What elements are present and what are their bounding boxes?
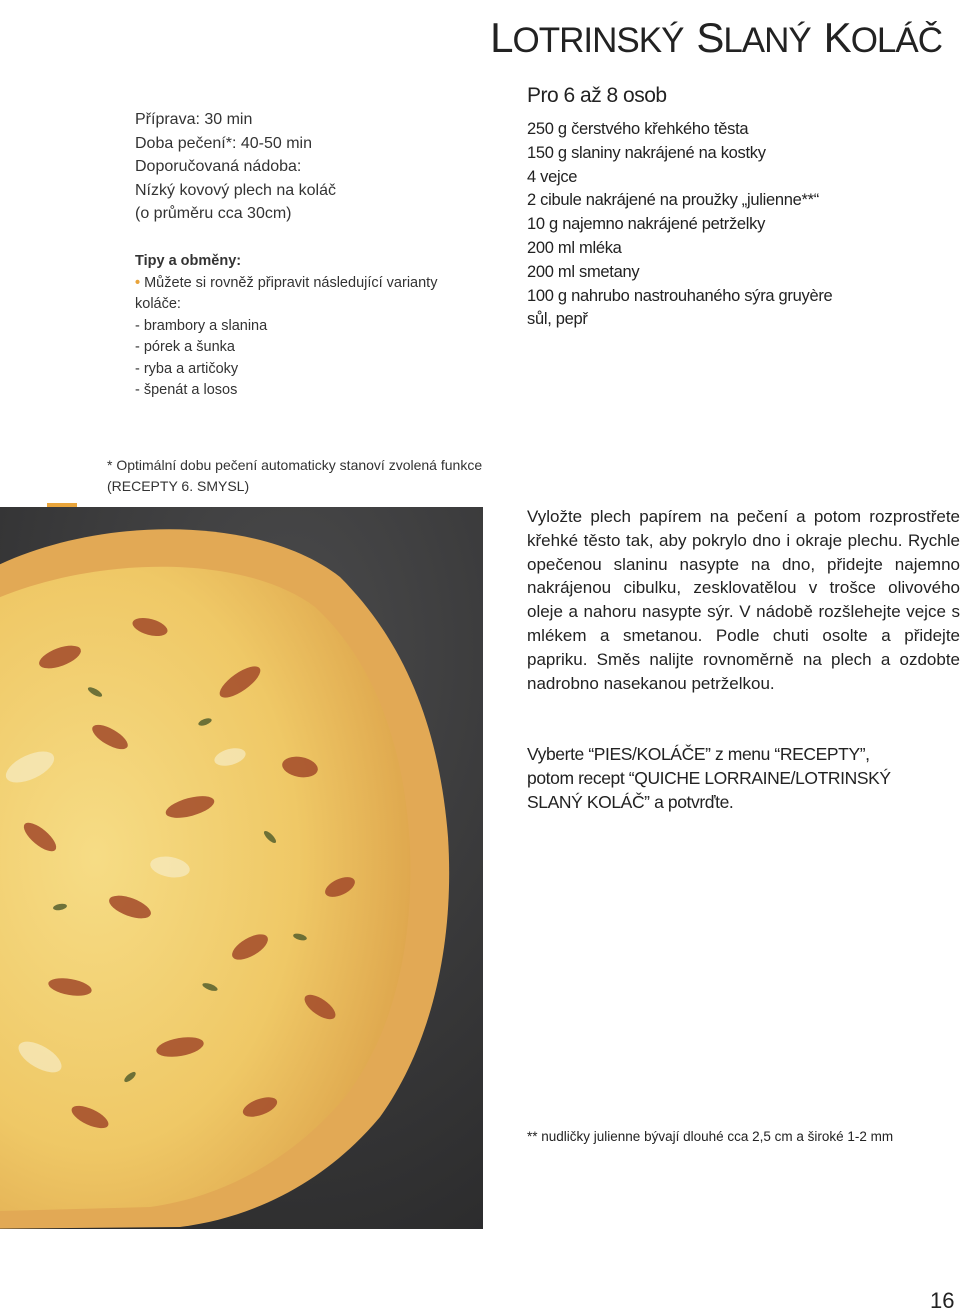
baking-time: Doba pečení*: 40-50 min xyxy=(135,134,312,152)
preparation-instructions: Vyložte plech papírem na pečení a potom rozprostřete křehké těsto tak, aby pokrylo dno i okraje plechu. Rychle opečenou slaninu nasypte na dno, přidejte najemno nakrájenou cibulku, zesklovatělou v trošce olivového oleje a nahoru nasypte sýr. V nádobě rozšlehejte vejce s mlékem a smetanou. Podle chuti osolte a přidejte papriku. Směs nalijte rovnoměrně na plech a ozdobte nadrobno nasekanou petrželkou. xyxy=(527,507,960,693)
recommended-dish: Nízký kovový plech na koláč xyxy=(135,181,336,199)
baking-time-footnote: * Optimální dobu pečení automaticky stanoví zvolená funkce (RECEPTY 6. SMYSL) xyxy=(107,457,483,494)
tips-variant: - brambory a slanina xyxy=(135,317,268,334)
ingredient-item: 10 g najemno nakrájené petrželky xyxy=(527,215,766,234)
bullet-icon: • xyxy=(135,274,141,291)
preparation-info xyxy=(135,108,475,226)
ingredient-item: 100 g nahrubo nastrouhaného sýra gruyère xyxy=(527,286,833,305)
tips-line: koláče: xyxy=(135,296,181,312)
ingredient-item: sůl, pepř xyxy=(527,310,588,329)
recipe-title xyxy=(490,0,942,65)
tips-variant: - špenát a losos xyxy=(135,382,238,398)
title-part-1: otrinský xyxy=(512,7,697,63)
ingredient-item: 150 g slaniny nakrájené na kostky xyxy=(527,143,766,162)
ingredient-item: 4 vejce xyxy=(527,167,578,186)
menu-instructions xyxy=(527,742,947,814)
ingredient-item: 200 ml smetany xyxy=(527,262,640,281)
tips-section xyxy=(135,251,475,402)
tips-variant: - pórek a šunka xyxy=(135,339,235,355)
title-part-2: laný xyxy=(723,7,824,63)
julienne-footnote: ** nudličky julienne bývají dlouhé cca 2,5 cm a široké 1-2 mm xyxy=(527,1129,894,1144)
quiche-photo xyxy=(0,507,483,1229)
ingredient-item: 250 g čerstvého křehkého těsta xyxy=(527,120,749,138)
title-cap-2: s xyxy=(696,0,724,65)
title-cap-3: k xyxy=(823,0,851,65)
tips-intro-text: Můžete si rovněž připravit následující varianty xyxy=(140,274,438,291)
tips-variant: - ryba a artičoky xyxy=(135,360,239,377)
recommended-dish-label: Doporučovaná nádoba: xyxy=(135,158,302,175)
title-cap-1: l xyxy=(490,0,513,65)
menu-instruction-line: Vyberte “PIES/KOLÁČE” z menu “RECEPTY”, xyxy=(527,744,870,764)
page-number: 16 xyxy=(930,1290,955,1308)
ingredient-item: 200 ml mléka xyxy=(527,238,622,257)
dish-diameter: (o průměru cca 30cm) xyxy=(135,205,292,222)
tips-intro xyxy=(135,273,475,295)
title-part-3: oláč xyxy=(850,7,942,63)
quiche-illustration xyxy=(0,507,483,1229)
tips-heading: Tipy a obměny: xyxy=(135,253,242,269)
menu-instruction-line: potom recept “QUICHE LORRAINE/LOTRINSKÝ xyxy=(527,768,891,788)
ingredient-item: 2 cibule nakrájené na proužky „julienne**“ xyxy=(527,191,819,210)
servings: Pro 6 až 8 osob xyxy=(527,84,667,107)
prep-time: Příprava: 30 min xyxy=(135,111,253,128)
menu-instruction-line: SLANÝ KOLÁČ” a potvrďte. xyxy=(527,792,734,812)
ingredients-list xyxy=(527,118,947,332)
